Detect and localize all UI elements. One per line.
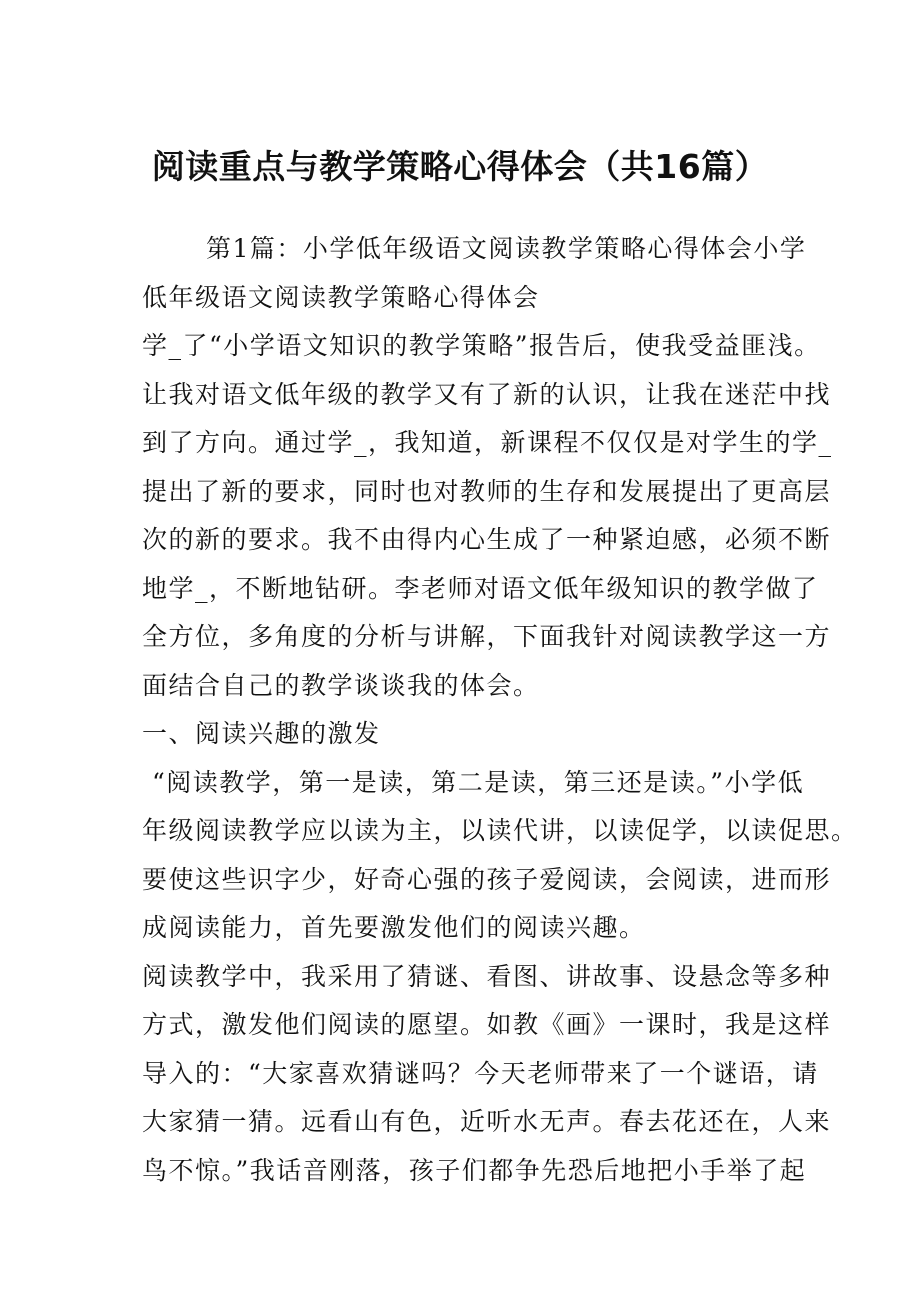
section-heading: 一、阅读兴趣的激发 xyxy=(142,719,381,748)
text-line: 要使这些识字少，好奇心强的孩子爱阅读，会阅读，进而形 xyxy=(142,864,832,894)
text-line: 大家猜一猜。远看山有色，近听水无声。春去花还在，人来 xyxy=(142,1107,832,1136)
text-line: 导入的：“大家喜欢猜谜吗？今天老师带来了一个谜语，请 xyxy=(142,1058,819,1088)
document-title: 阅读重点与教学策略心得体会（共16篇） xyxy=(151,147,769,186)
text-line: 让我对语文低年级的教学又有了新的认识，让我在迷茫中找 xyxy=(142,379,832,409)
text-line: 年级阅读教学应以读为主，以读代讲，以读促学，以读促思。 xyxy=(142,816,858,845)
text-line: 地学_，不断地钻研。李老师对语文低年级知识的教学做了 xyxy=(142,573,819,603)
text-line: 鸟不惊。”我话音刚落，孩子们都争先恐后地把小手举了起 xyxy=(142,1155,807,1185)
text-line: 面结合自己的教学谈谈我的体会。 xyxy=(142,670,540,700)
text-line: 提出了新的要求，同时也对教师的生存和发展提出了更高层 xyxy=(142,476,832,506)
text-line: 第1篇：小学低年级语文阅读教学策略心得体会小学 xyxy=(206,234,807,263)
document-body xyxy=(142,225,858,1195)
text-line: 到了方向。通过学_，我知道，新课程不仅仅是对学生的学_ xyxy=(142,428,833,457)
text-line: 次的新的要求。我不由得内心生成了一种紧迫感，必须不断 xyxy=(142,525,832,554)
text-line: 阅读教学中，我采用了猜谜、看图、讲故事、设悬念等多种 xyxy=(142,961,832,991)
text-line: 方式，激发他们阅读的愿望。如教《画》一课时，我是这样 xyxy=(142,1010,832,1039)
text-line: 低年级语文阅读教学策略心得体会 xyxy=(142,282,540,312)
text-line: “阅读教学，第一是读，第二是读，第三还是读。”小学低 xyxy=(152,767,805,797)
text-line: 成阅读能力，首先要激发他们的阅读兴趣。 xyxy=(142,913,646,942)
text-line: 学_了“小学语文知识的教学策略”报告后，使我受益匪浅。 xyxy=(142,331,821,360)
text-line: 全方位，多角度的分析与讲解，下面我针对阅读教学这一方 xyxy=(142,622,832,651)
